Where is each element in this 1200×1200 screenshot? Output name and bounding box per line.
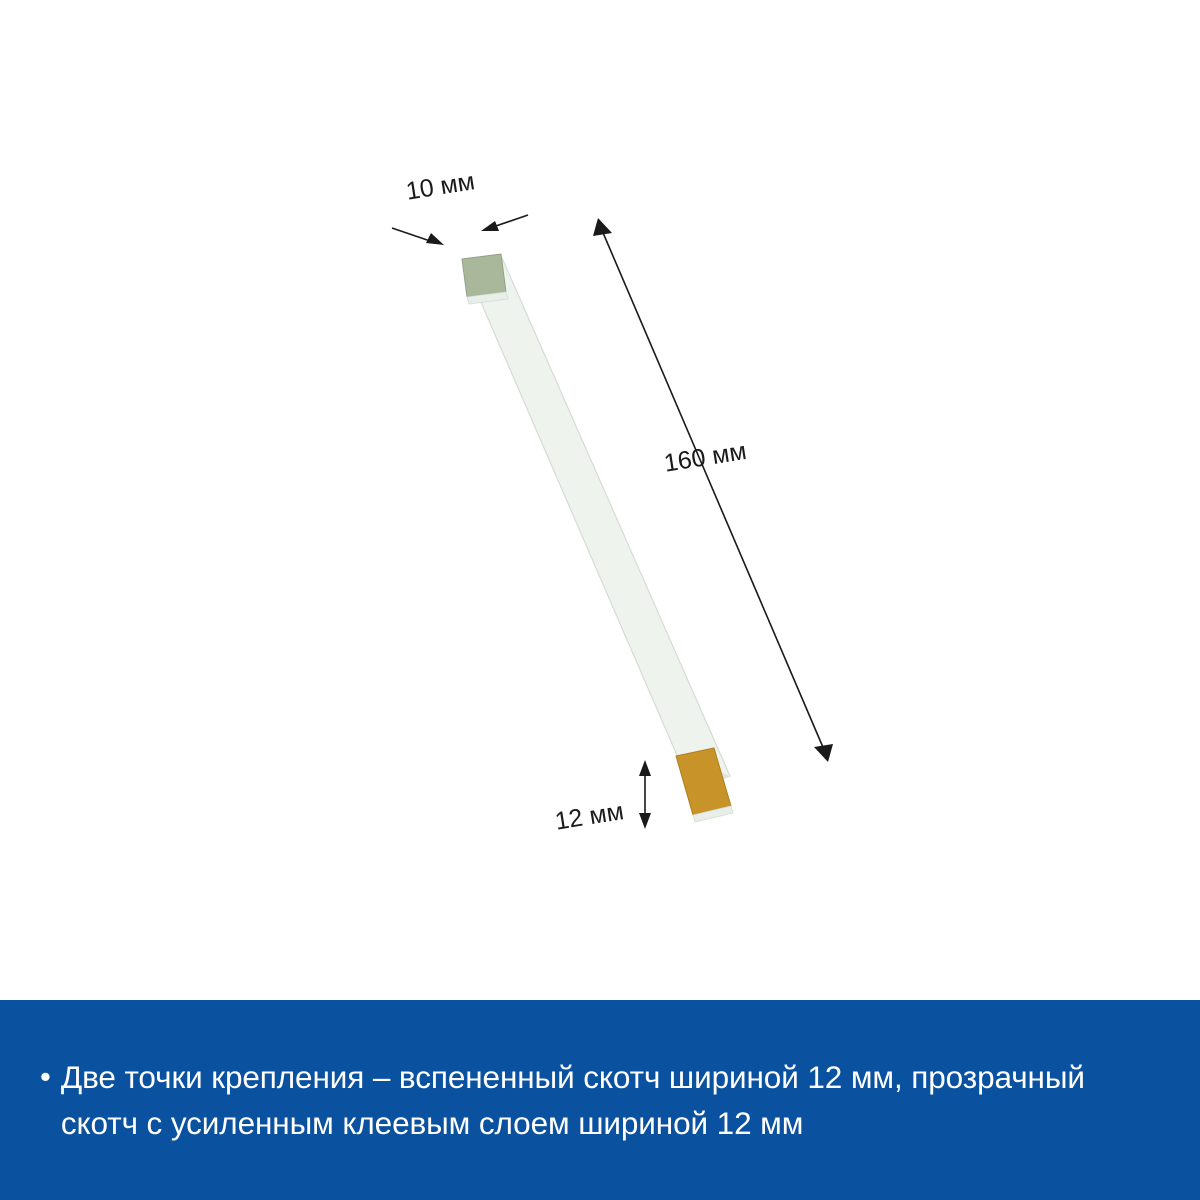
dimension-length: [593, 218, 833, 762]
dimension-width-bottom: [639, 760, 651, 829]
bullet-icon: •: [40, 1059, 51, 1094]
dimension-width-top: [392, 215, 528, 245]
caption-text: Две точки крепления – вспененный скотч шириной 12 мм, прозрачный скотч с усиленным клеевым слоем шириной 12 мм: [60, 1059, 1085, 1141]
dimension-label-width-top: 10 мм: [404, 167, 477, 206]
caption-inner: [0, 1054, 1200, 1146]
strip-body: [464, 258, 730, 790]
caption-bar: [0, 1000, 1200, 1200]
dimension-label-length: 160 мм: [662, 437, 749, 478]
strip-top-pad: [462, 254, 506, 297]
dimension-label-width-bottom: 12 мм: [553, 797, 626, 836]
adhesive-strip: [462, 254, 733, 822]
